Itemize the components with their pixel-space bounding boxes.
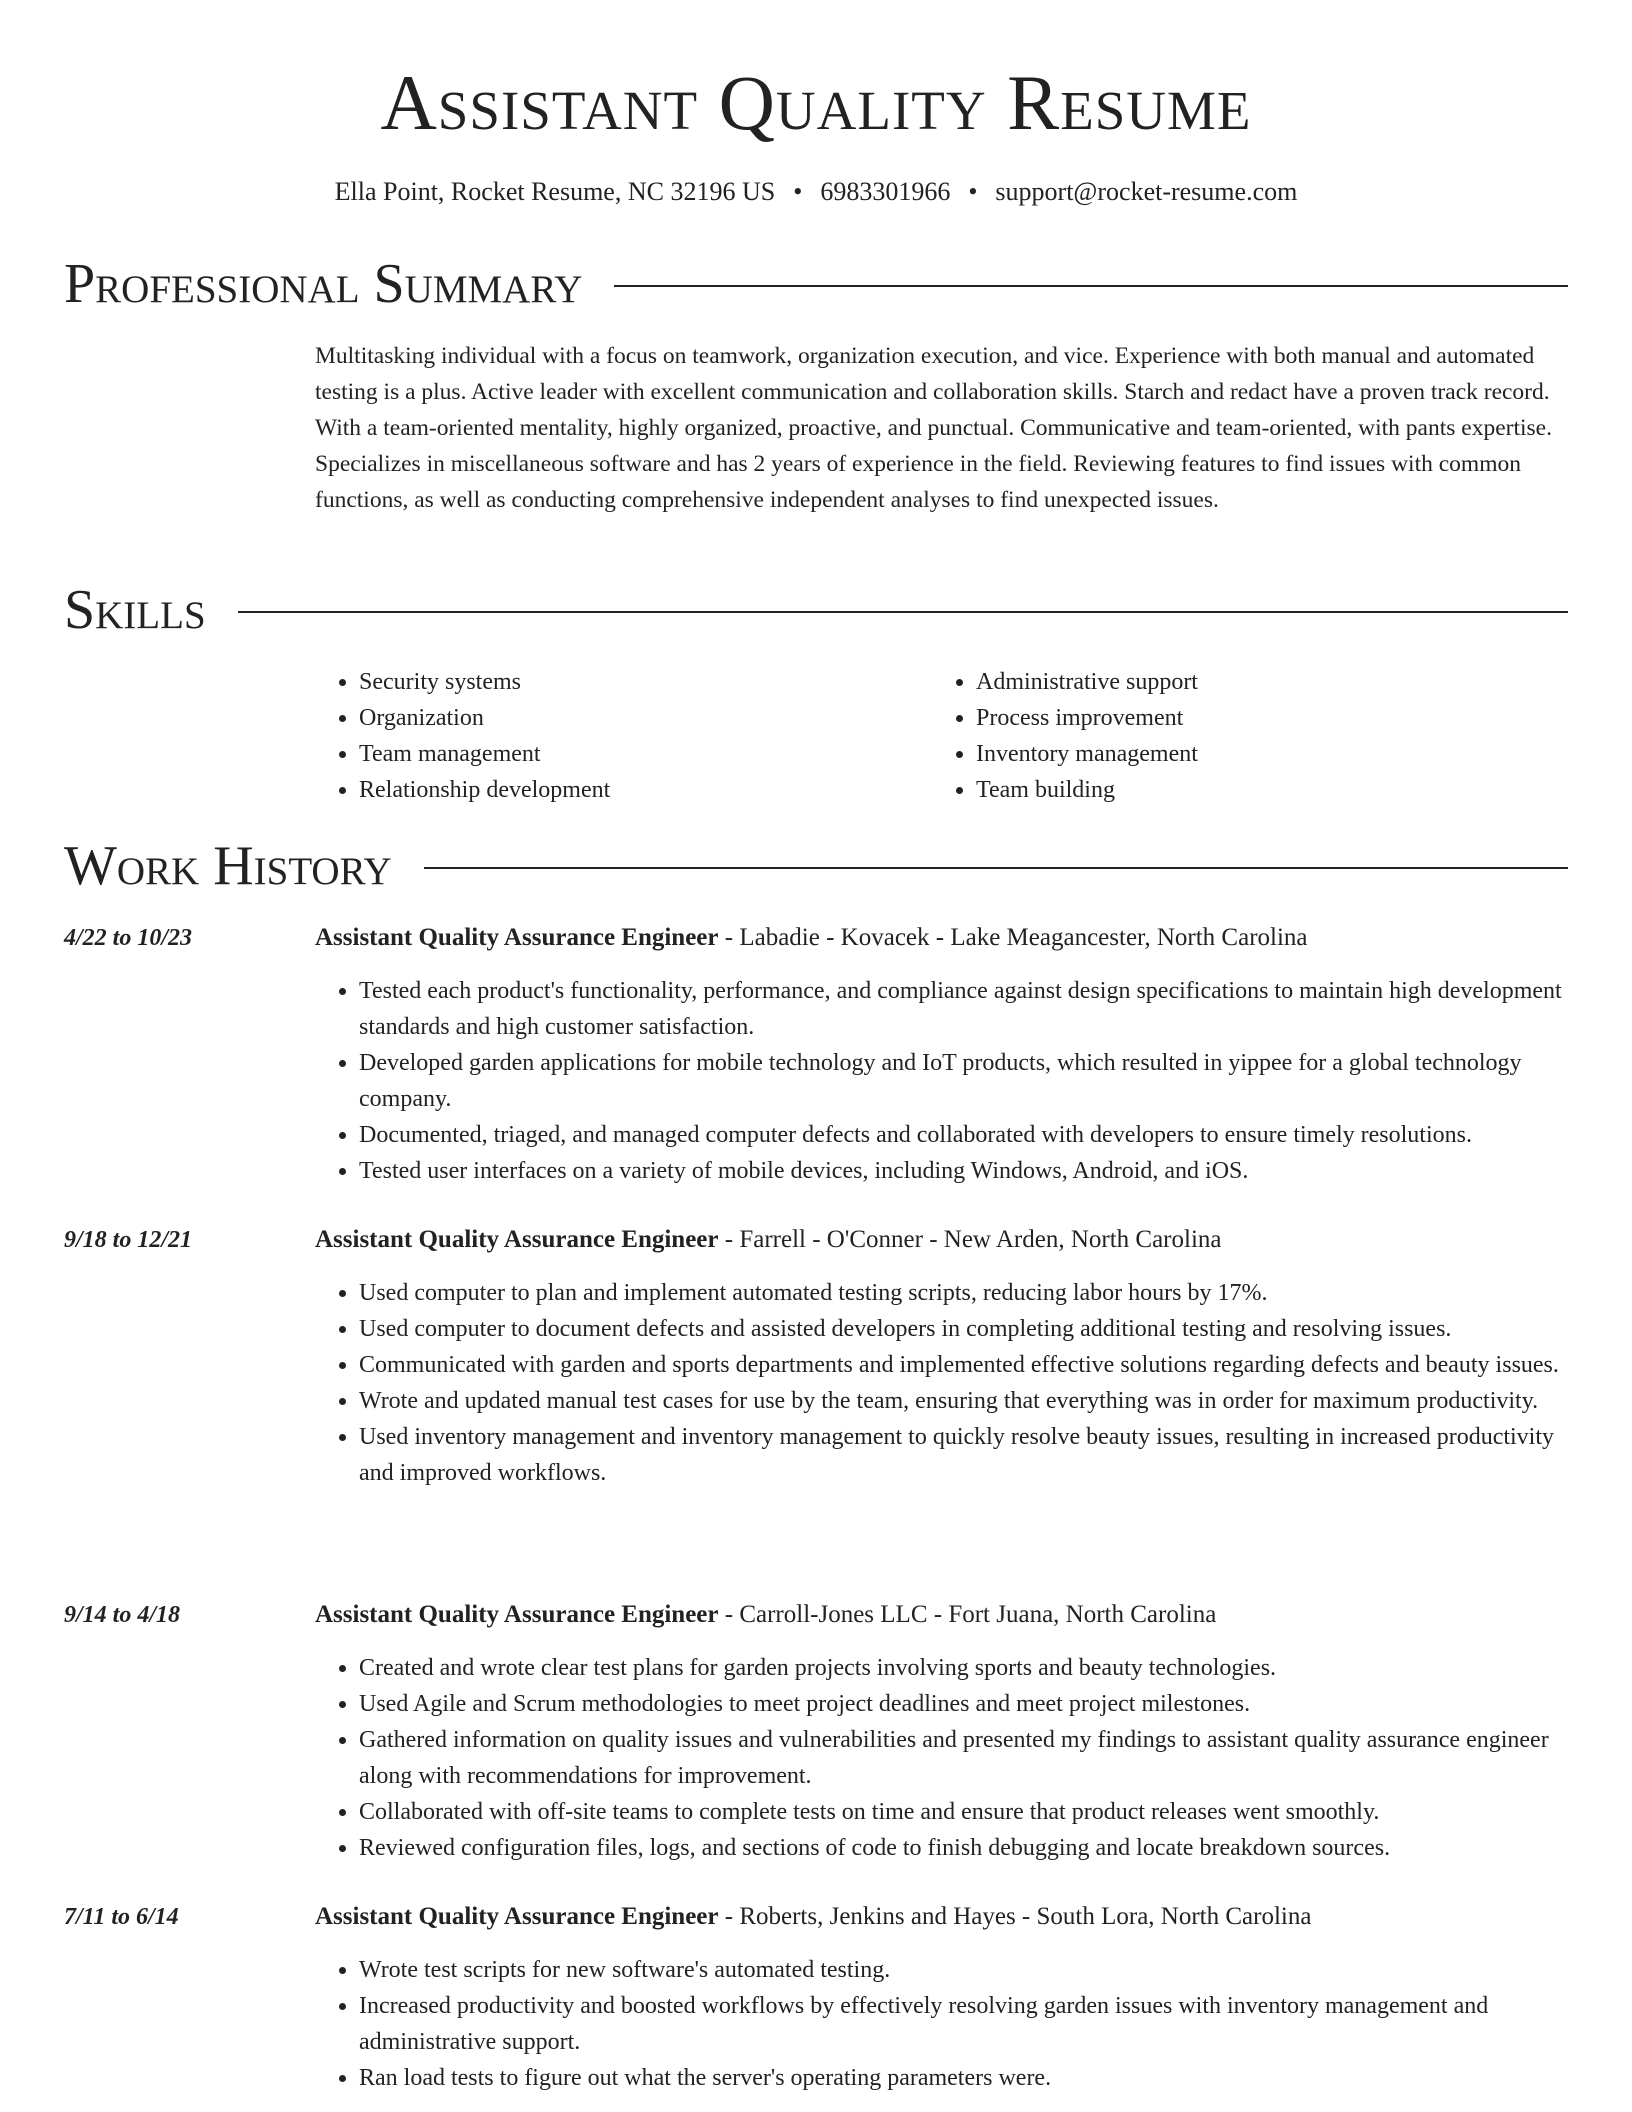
job-bullet: • Documented, triaged, and managed computer defects and collaborated with developers to ensure timely resolutions. xyxy=(359,1117,1568,1153)
job-role: Assistant Quality Assurance Engineer xyxy=(315,1903,719,1930)
job-dates: 9/14 to 4/18 xyxy=(64,1602,181,1628)
skills-column-right xyxy=(932,664,1549,808)
job-bullet: • Collaborated with off-site teams to complete tests on time and ensure that product releases went smoothly. xyxy=(359,1794,1568,1830)
skills-heading xyxy=(64,578,1568,642)
skill-item: • Process improvement xyxy=(976,700,1549,736)
job-bullet: • Reviewed configuration files, logs, and sections of code to finish debugging and locate breakdown sources. xyxy=(359,1830,1568,1866)
section-divider xyxy=(614,285,1568,287)
job-bullet: • Developed garden applications for mobile technology and IoT products, which resulted in yippee for a global technology company. xyxy=(359,1045,1568,1117)
job-dates: 9/18 to 12/21 xyxy=(64,1227,193,1253)
job-bullet: • Created and wrote clear test plans for garden projects involving sports and beauty technologies. xyxy=(359,1650,1568,1686)
summary-heading-text: Professional Summary xyxy=(64,253,583,315)
skill-item: • Team management xyxy=(359,736,932,772)
job-bullet: • Wrote and updated manual test cases for use by the team, ensuring that everything was in order for maximum productivity. xyxy=(359,1383,1568,1419)
job-bullet: • Increased productivity and boosted workflows by effectively resolving garden issues with inventory management and administrative support. xyxy=(359,1988,1568,2060)
job-employer: - Carroll-Jones LLC - Fort Juana, North Carolina xyxy=(718,1601,1217,1628)
contact-separator: • xyxy=(793,177,803,206)
job-bullet: • Tested each product's functionality, performance, and compliance against design specifications to maintain high development standards and high customer satisfaction. xyxy=(359,973,1568,1045)
job-bullet: • Wrote test scripts for new software's automated testing. xyxy=(359,1952,1568,1988)
job-bullets xyxy=(315,1952,1568,2096)
skill-item: • Relationship development xyxy=(359,772,932,808)
job-bullets xyxy=(315,1275,1568,1491)
job-bullets xyxy=(315,1650,1568,1866)
skill-item: • Organization xyxy=(359,700,932,736)
job-bullet: • Used inventory management and inventory management to quickly resolve beauty issues, resulting in increased productivity and improved workflows. xyxy=(359,1419,1568,1491)
job-header xyxy=(315,1222,1222,1258)
job-bullet: • Communicated with garden and sports departments and implemented effective solutions regarding defects and beauty issues. xyxy=(359,1347,1568,1383)
summary-text: Multitasking individual with a focus on teamwork, organization execution, and vice. Experience with both manual and automated testing is a plus. Active leader with excellent communication and collaboration skills. Starch and redact have a proven track record. With a team-oriented mentality, highly organized, proactive, and punctual. Communicative and team-oriented, with pants expertise. Specializes in miscellaneous software and has 2 years of experience in the field. Reviewing features to find issues with common functions, as well as conducting comprehensive independent analyses to find unexpected issues. xyxy=(315,343,1552,513)
contact-address: Ella Point, Rocket Resume, NC 32196 US xyxy=(334,177,776,206)
job-employer: - Roberts, Jenkins and Hayes - South Lora, North Carolina xyxy=(718,1903,1312,1930)
job-dates: 4/22 to 10/23 xyxy=(64,925,193,951)
job-header xyxy=(315,1597,1216,1633)
job-bullet: • Used Agile and Scrum methodologies to meet project deadlines and meet project milestones. xyxy=(359,1686,1568,1722)
summary-heading xyxy=(64,252,1568,316)
resume-title: Assistant Quality Resume xyxy=(380,59,1252,146)
skill-item: • Security systems xyxy=(359,664,932,700)
section-divider xyxy=(238,611,1568,613)
job-bullet: • Used computer to plan and implement automated testing scripts, reducing labor hours by 17%. xyxy=(359,1275,1568,1311)
work-history-heading xyxy=(64,834,1568,898)
job-bullet: • Gathered information on quality issues and vulnerabilities and presented my findings to assistant quality assurance engineer along with recommendations for improvement. xyxy=(359,1722,1568,1794)
section-divider xyxy=(424,867,1568,869)
job-role: Assistant Quality Assurance Engineer xyxy=(315,924,719,951)
job-role: Assistant Quality Assurance Engineer xyxy=(315,1226,719,1253)
job-bullet: • Ran load tests to figure out what the server's operating parameters were. xyxy=(359,2060,1568,2096)
skills-column-left xyxy=(315,664,932,808)
contact-separator: • xyxy=(968,177,978,206)
job-employer: - Labadie - Kovacek - Lake Meagancester, North Carolina xyxy=(718,924,1308,951)
contact-line xyxy=(64,174,1568,210)
contact-phone: 6983301966 xyxy=(820,177,951,206)
job-header xyxy=(315,1899,1311,1935)
job-dates: 7/11 to 6/14 xyxy=(64,1904,179,1930)
skill-item: • Inventory management xyxy=(976,736,1549,772)
contact-email: support@rocket-resume.com xyxy=(995,177,1298,206)
job-header xyxy=(315,920,1308,956)
work-history-heading-text: Work History xyxy=(64,835,392,897)
job-role: Assistant Quality Assurance Engineer xyxy=(315,1601,719,1628)
job-bullet: • Used computer to document defects and assisted developers in completing additional testing and resolving issues. xyxy=(359,1311,1568,1347)
job-bullet: • Tested user interfaces on a variety of mobile devices, including Windows, Android, and iOS. xyxy=(359,1153,1568,1189)
skills-heading-text: Skills xyxy=(64,579,206,641)
job-employer: - Farrell - O'Conner - New Arden, North Carolina xyxy=(718,1226,1222,1253)
skill-item: • Administrative support xyxy=(976,664,1549,700)
job-bullets xyxy=(315,973,1568,1189)
skills-list xyxy=(315,664,1568,808)
skill-item: • Team building xyxy=(976,772,1549,808)
